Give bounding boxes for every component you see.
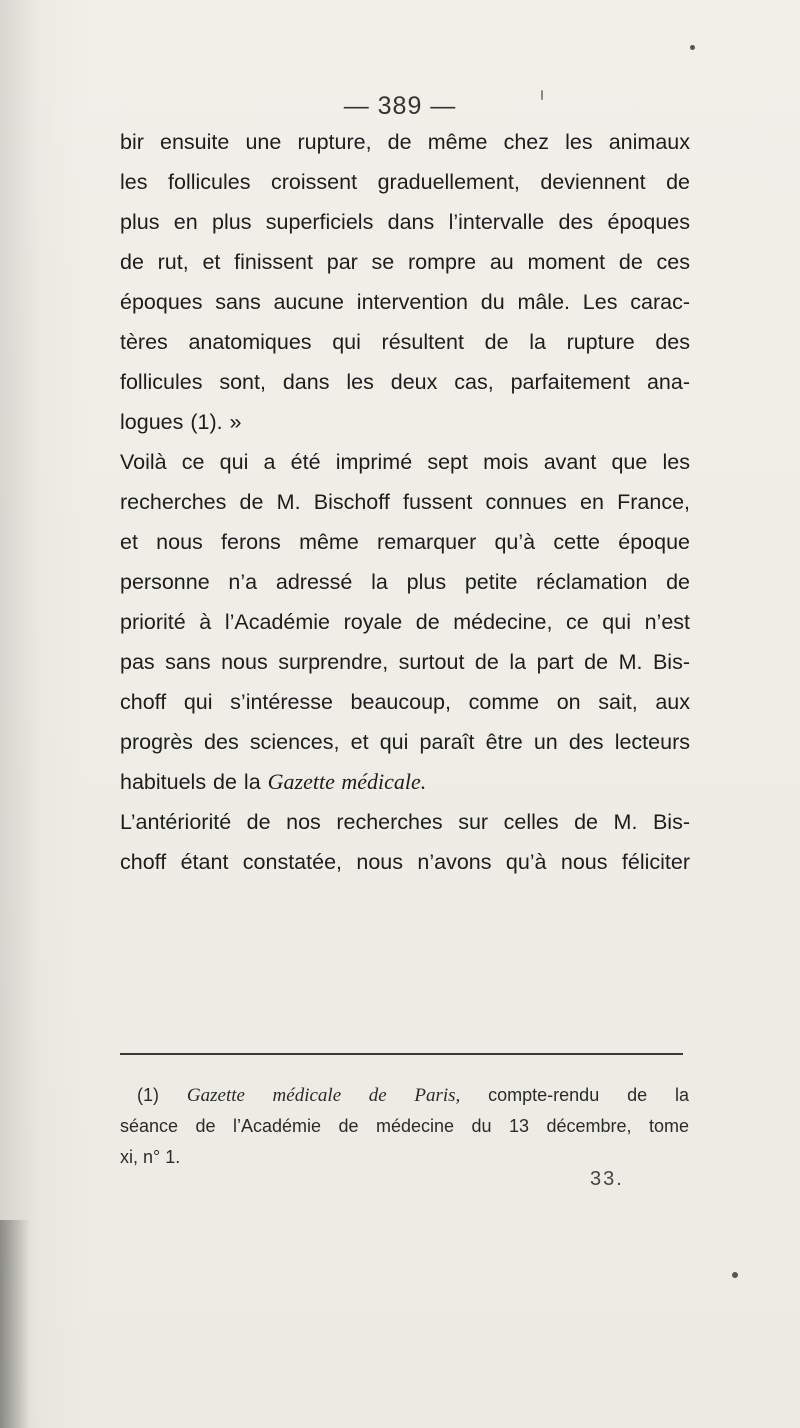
text-line: Voilà ce qui a été imprimé sept mois avant que les: [120, 450, 690, 474]
text-line: plus en plus superficiels dans l’intervalle des époques: [120, 210, 690, 234]
text-line: époques sans aucune intervention du mâle. Les carac-: [120, 290, 690, 314]
text-line: tères anatomiques qui résultent de la rupture des: [120, 330, 690, 354]
journal-title: Gazette médicale.: [267, 769, 427, 794]
text-line: recherches de M. Bischoff fussent connues en France,: [120, 490, 690, 514]
footnote-text: compte-rendu de la: [460, 1085, 690, 1105]
text-line: personne n’a adressé la plus petite réclamation de: [120, 570, 690, 594]
text-line: logues (1). »: [120, 410, 242, 434]
footnote-line: [137, 1080, 689, 1111]
text-segment: habituels de la: [120, 770, 268, 794]
paper-speck: [732, 1272, 738, 1278]
paper-speck: [690, 45, 695, 50]
paper-speck: [541, 90, 543, 100]
signature-mark: 33.: [590, 1168, 624, 1190]
text-line: bir ensuite une rupture, de même chez les animaux: [120, 130, 690, 154]
footnote: [120, 1080, 697, 1173]
footnote-marker: (1): [137, 1085, 187, 1105]
page-number: — 389 —: [343, 92, 457, 120]
text-line: choff étant constatée, nous n’avons qu’à nous féliciter: [120, 850, 690, 874]
text-line: et nous ferons même remarquer qu’à cette époque: [120, 530, 690, 554]
text-line: les follicules croissent graduellement, deviennent de: [120, 170, 690, 194]
footnote-line: xi, n° 1.: [120, 1147, 181, 1167]
text-line: pas sans nous surprendre, surtout de la part de M. Bis-: [120, 650, 690, 674]
footnote-separator: [120, 1053, 683, 1055]
footnote-line: séance de l’Académie de médecine du 13 décembre, tome: [120, 1116, 689, 1136]
binding-shadow: [0, 1220, 30, 1428]
text-line: [120, 762, 690, 802]
text-line: priorité à l’Académie royale de médecine, ce qui n’est: [120, 610, 690, 634]
footnote-journal-title: Gazette médicale de Paris,: [186, 1085, 461, 1106]
text-line: choff qui s’intéresse beaucoup, comme on sait, aux: [120, 690, 690, 714]
text-line: de rut, et finissent par se rompre au moment de ces: [120, 250, 690, 274]
text-line: L’antériorité de nos recherches sur celles de M. Bis-: [120, 810, 690, 834]
text-line: follicules sont, dans les deux cas, parfaitement ana-: [120, 370, 690, 394]
body-text: [120, 122, 690, 882]
text-line: progrès des sciences, et qui paraît être un des lecteurs: [120, 730, 690, 754]
